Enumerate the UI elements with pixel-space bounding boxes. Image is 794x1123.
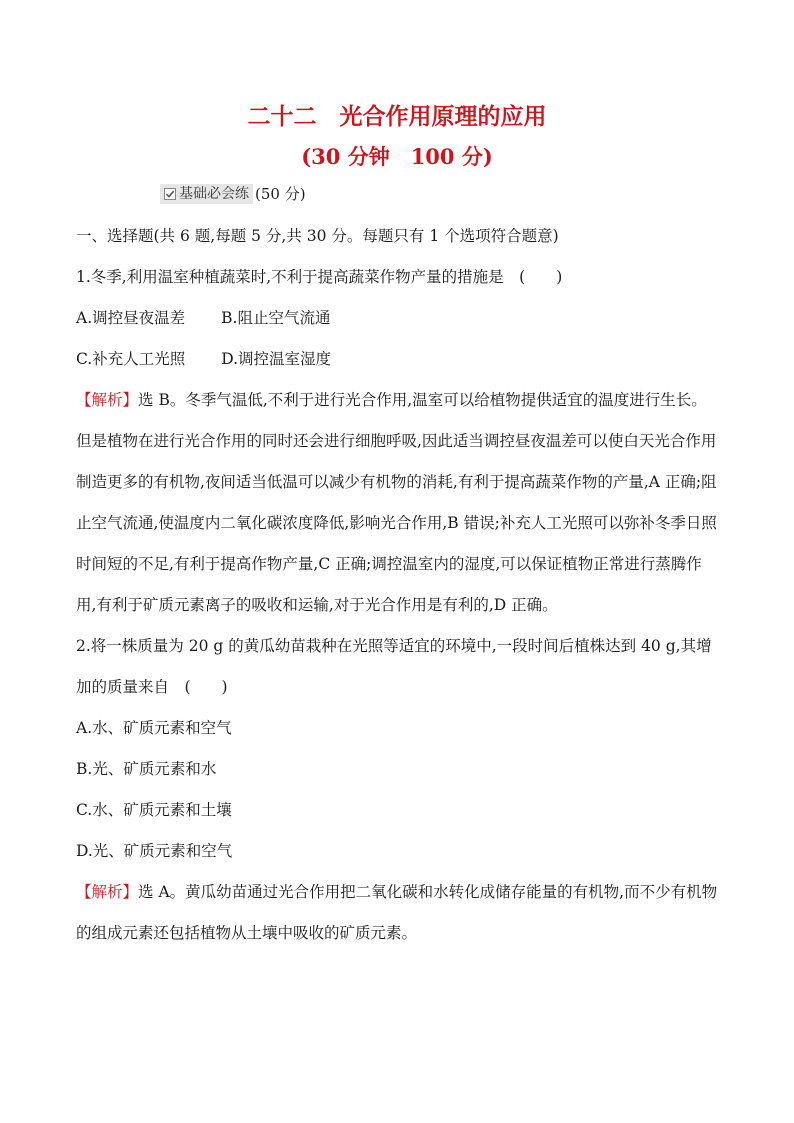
analysis	[76, 380, 718, 626]
option-b: B.阻止空气流通	[221, 309, 331, 327]
option-d: D.光、矿质元素和空气	[76, 842, 233, 860]
option-b: B.光、矿质元素和水	[76, 760, 217, 778]
section-score: (50 分)	[255, 185, 306, 203]
question-2	[76, 626, 718, 954]
lesson-title: 二十二 光合作用原理的应用	[247, 104, 547, 130]
option-c: C.水、矿质元素和土壤	[76, 801, 232, 819]
checkmark-icon	[164, 188, 176, 200]
document-content	[76, 100, 718, 954]
option-c: C.补充人工光照	[76, 350, 186, 368]
analysis	[76, 872, 718, 954]
part-heading: 一、选择题(共 6 题,每题 5 分,共 30 分。每题只有 1 个选项符合题意)	[76, 227, 559, 245]
option-a: A.调控昼夜温差	[76, 309, 186, 327]
question-stem: 1.冬季,利用温室种植蔬菜时,不利于提高蔬菜作物产量的措施是 ( )	[76, 268, 563, 286]
analysis-tag: 【解析】	[76, 883, 139, 901]
options-row	[76, 298, 718, 339]
section-header	[160, 182, 718, 206]
analysis-text: 选 A。黄瓜幼苗通过光合作用把二氧化碳和水转化成储存能量的有机物,而不少有机物的组成元素还包括植物从土壤中吸收的矿质元素。	[76, 883, 718, 942]
time-score-subtitle: (30 分钟 100 分)	[301, 144, 493, 169]
section-tag	[160, 184, 253, 204]
question-1	[76, 257, 718, 626]
option-a: A.水、矿质元素和空气	[76, 719, 232, 737]
question-stem: 2.将一株质量为 20 g 的黄瓜幼苗栽种在光照等适宜的环境中,一段时间后植株达到 40 g,其增加的质量来自 ( )	[76, 637, 712, 696]
option-d: D.调控温室湿度	[221, 350, 332, 368]
analysis-tag: 【解析】	[76, 391, 139, 409]
options-row	[76, 339, 718, 380]
section-tag-label: 基础必会练	[179, 186, 249, 202]
analysis-text: 选 B。冬季气温低,不利于进行光合作用,温室可以给植物提供适宜的温度进行生长。但是植物在进行光合作用的同时还会进行细胞呼吸,因此适当调控昼夜温差可以使白天光合作用制造更多的有机物,夜间适当低温可以减少有机物的消耗,有利于提高蔬菜作物的产量,A 正确;阻止空气流通,使温度内二氧化碳浓度降低,影响光合作用,B 错误;补充人工光照可以弥补冬季日照时间短的不足,有利于提高作物产量,C 正确;调控温室内的湿度,可以保证植物正常进行蒸腾作用,有利于矿质元素离子的吸收和运输,对于光合作用是有利的,D 正确。	[76, 391, 717, 614]
